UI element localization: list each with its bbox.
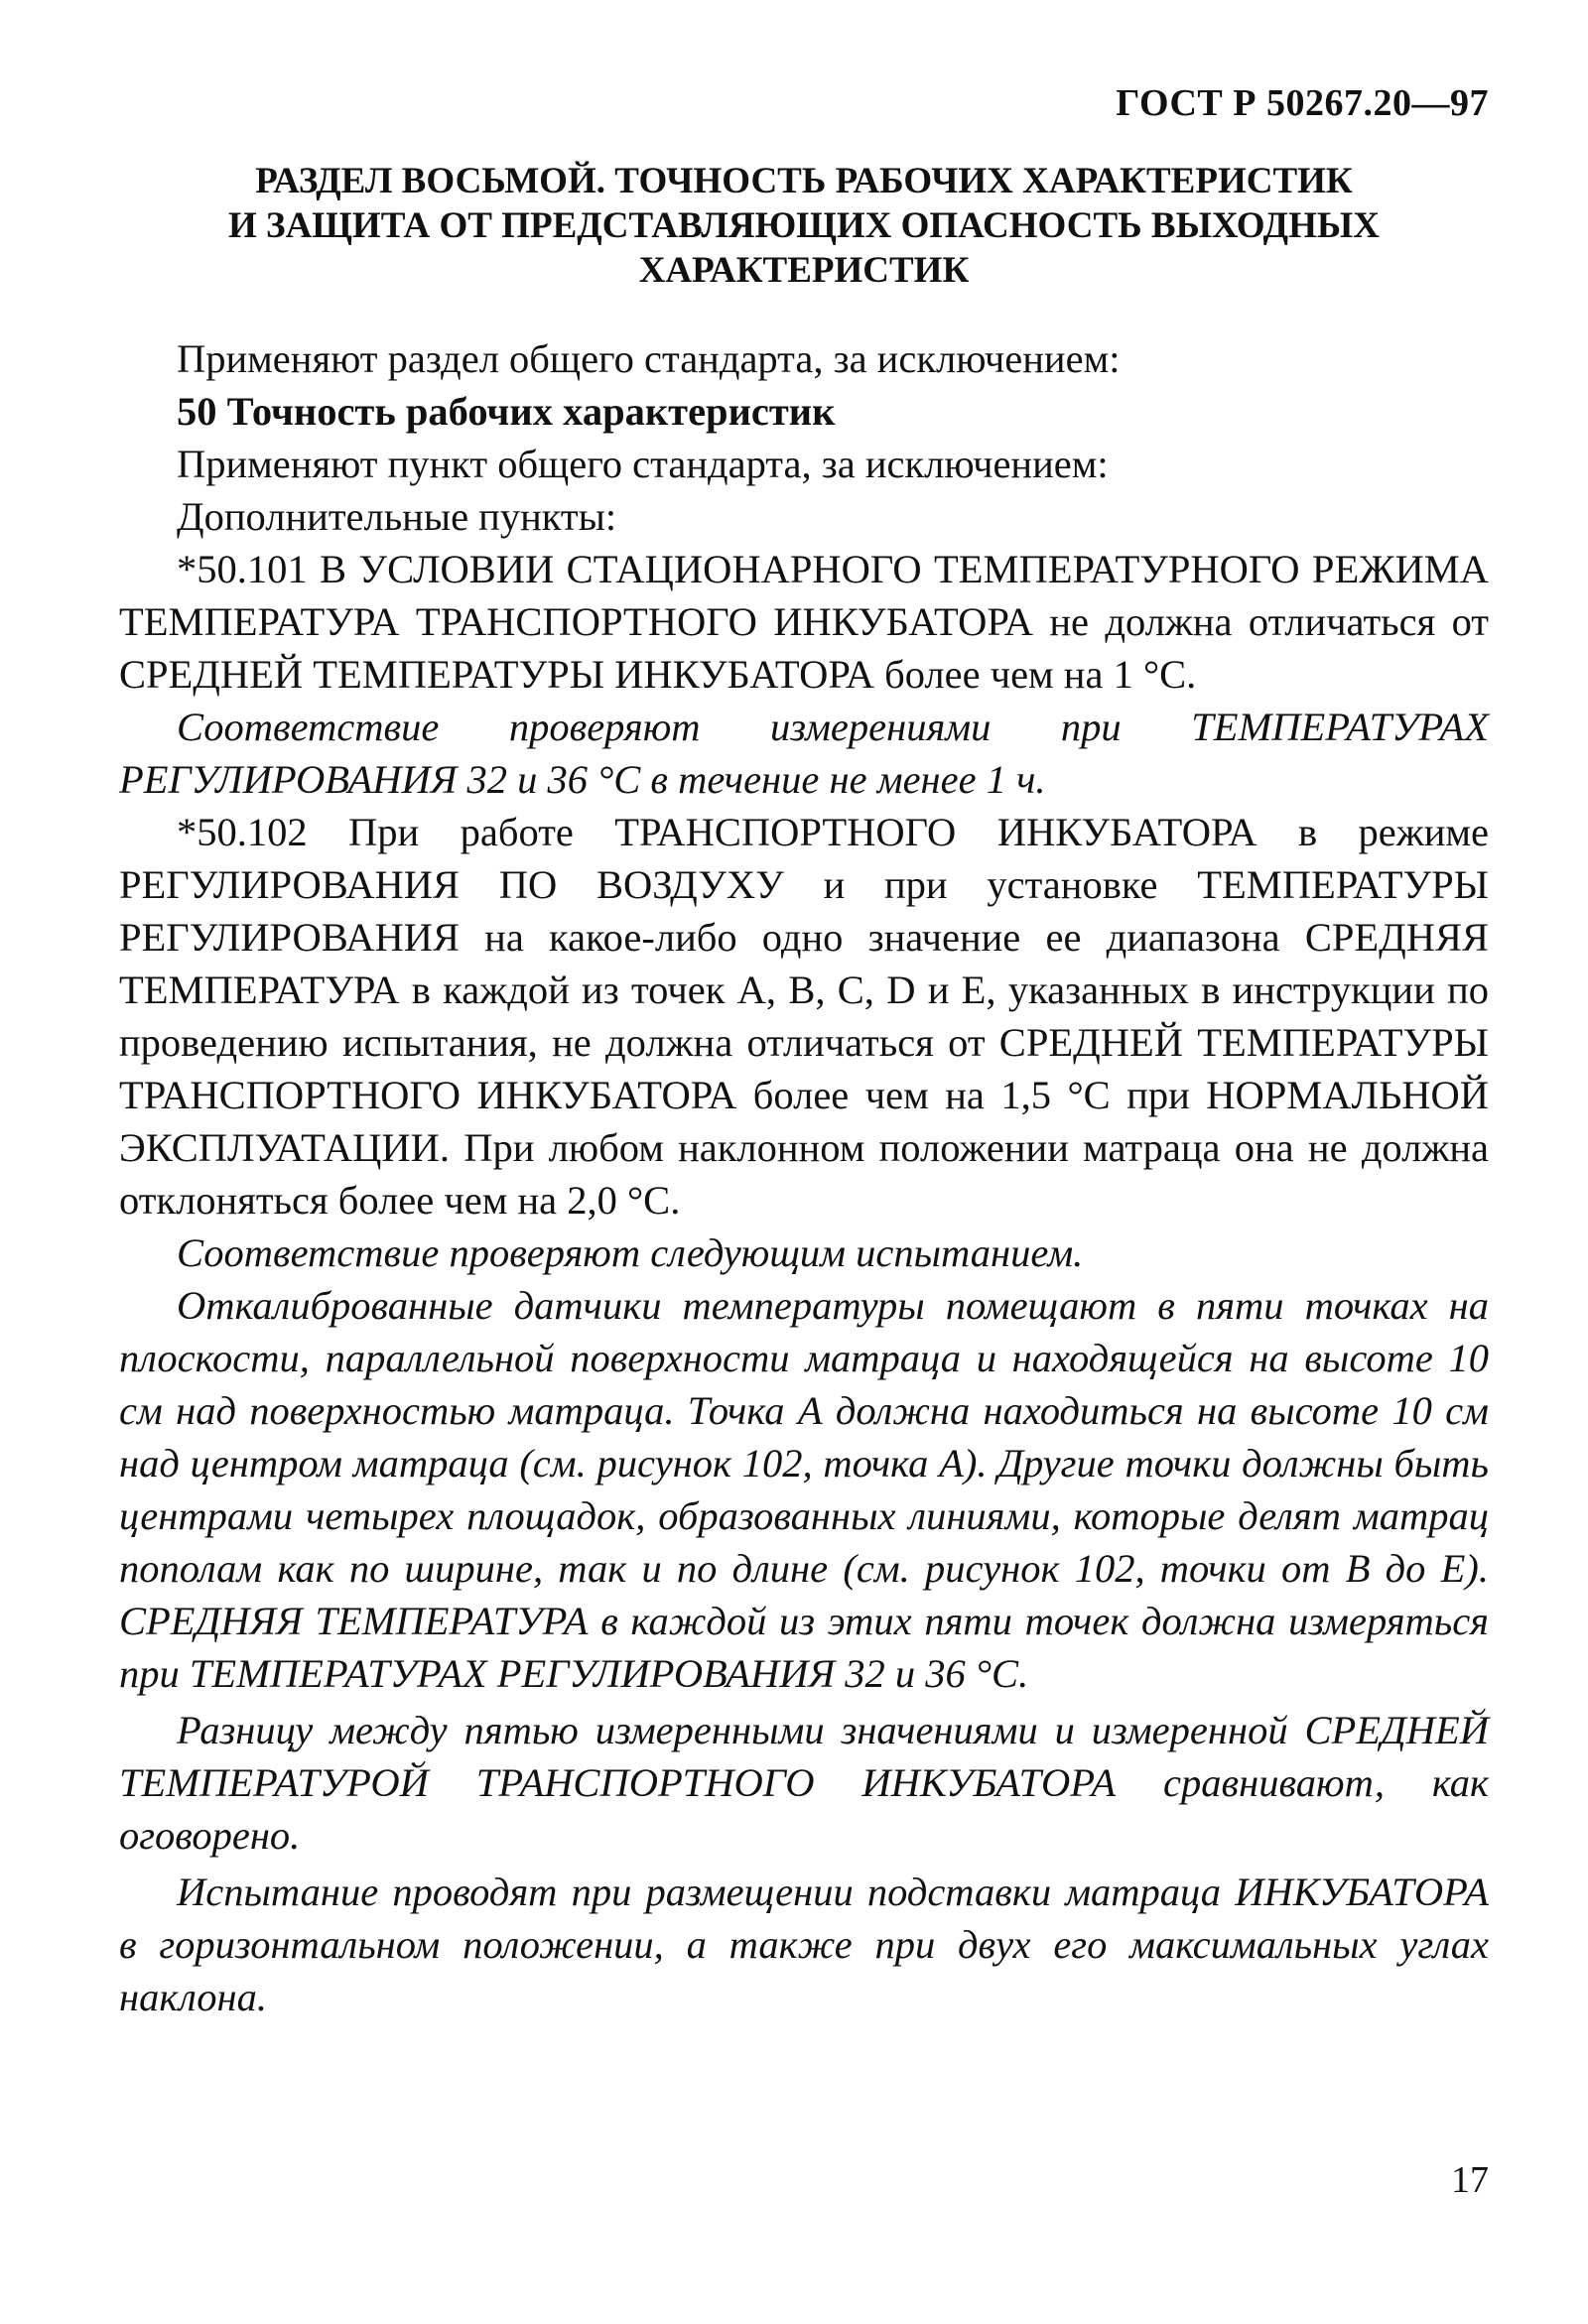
test-procedure: Откалиброванные датчики температуры помещают в пяти точках на плоскости, параллельной поверхности матраца и находящейся на высоте 10 см над поверхностью матраца. Точка А должна находиться на высоте 10 см над центром матраца (см. рисунок 102, точка А). Другие точки должны быть центрами четырех площадок, образованных линиями, которые делят матрац пополам как по ширине, так и по длине (см. рисунок 102, точки от В до Е). СРЕДНЯЯ ТЕМПЕРАТУРА в каждой из этих пяти точек должна измеряться при ТЕМПЕРАТУРАХ РЕГУЛИРОВАНИЯ 32 и 36 °С. — [119, 1283, 1489, 1696]
section-title-line-2: И ЗАЩИТА ОТ ПРЕДСТАВЛЯЮЩИХ ОПАСНОСТЬ ВЫХОДНЫХ — [228, 205, 1380, 246]
clause-heading: 50 Точность рабочих характеристик — [177, 389, 836, 434]
clause-50-101: *50.101 В УСЛОВИИ СТАЦИОНАРНОГО ТЕМПЕРАТУРНОГО РЕЖИМА ТЕМПЕРАТУРА ТРАНСПОРТНОГО ИНКУБАТОРА не должна отличаться от СРЕДНЕЙ ТЕМПЕРАТУРЫ ИНКУБАТОРА более чем на 1 °С. — [119, 547, 1489, 697]
document-code: ГОСТ Р 50267.20—97 — [1116, 82, 1489, 124]
paragraph-additional-items: Дополнительные пункты: — [177, 494, 617, 539]
section-title-line-1: РАЗДЕЛ ВОСЬМОЙ. ТОЧНОСТЬ РАБОЧИХ ХАРАКТЕРИСТИК — [255, 161, 1353, 201]
section-title — [119, 159, 1489, 293]
page-number: 17 — [1451, 2159, 1489, 2201]
document-page — [119, 60, 1489, 2292]
compliance-test-intro: Соответствие проверяют следующим испытанием. — [177, 1230, 1084, 1275]
section-title-line-3: ХАРАКТЕРИСТИК — [638, 250, 970, 291]
test-comparison: Разницу между пятью измеренными значениями и измеренной СРЕДНЕЙ ТЕМПЕРАТУРОЙ ТРАНСПОРТНОГО ИНКУБАТОРА сравнивают, как оговорено. — [119, 1708, 1489, 1858]
document-body — [119, 332, 1489, 2023]
paragraph-intro: Применяют раздел общего стандарта, за исключением: — [177, 336, 1121, 381]
compliance-50-101: Соответствие проверяют измерениями при ТЕМПЕРАТУРАХ РЕГУЛИРОВАНИЯ 32 и 36 °С в течение не менее 1 ч. — [119, 705, 1489, 802]
paragraph-clause-intro: Применяют пункт общего стандарта, за исключением: — [177, 442, 1109, 486]
clause-50-102: *50.102 При работе ТРАНСПОРТНОГО ИНКУБАТОРА в режиме РЕГУЛИРОВАНИЯ ПО ВОЗДУХУ и при установке ТЕМПЕРАТУРЫ РЕГУЛИРОВАНИЯ на какое-либо одно значение ее диапазона СРЕДНЯЯ ТЕМПЕРАТУРА в каждой из точек A, B, C, D и E, указанных в инструкции по проведению испытания, не должна отличаться от СРЕДНЕЙ ТЕМПЕРАТУРЫ ТРАНСПОРТНОГО ИНКУБАТОРА более чем на 1,5 °С при НОРМАЛЬНОЙ ЭКСПЛУАТАЦИИ. При любом наклонном положении матраца она не должна отклоняться более чем на 2,0 °С. — [119, 810, 1489, 1223]
test-positions: Испытание проводят при размещении подставки матраца ИНКУБАТОРА в горизонтальном положении, а также при двух его максимальных углах наклона. — [119, 1870, 1489, 2019]
